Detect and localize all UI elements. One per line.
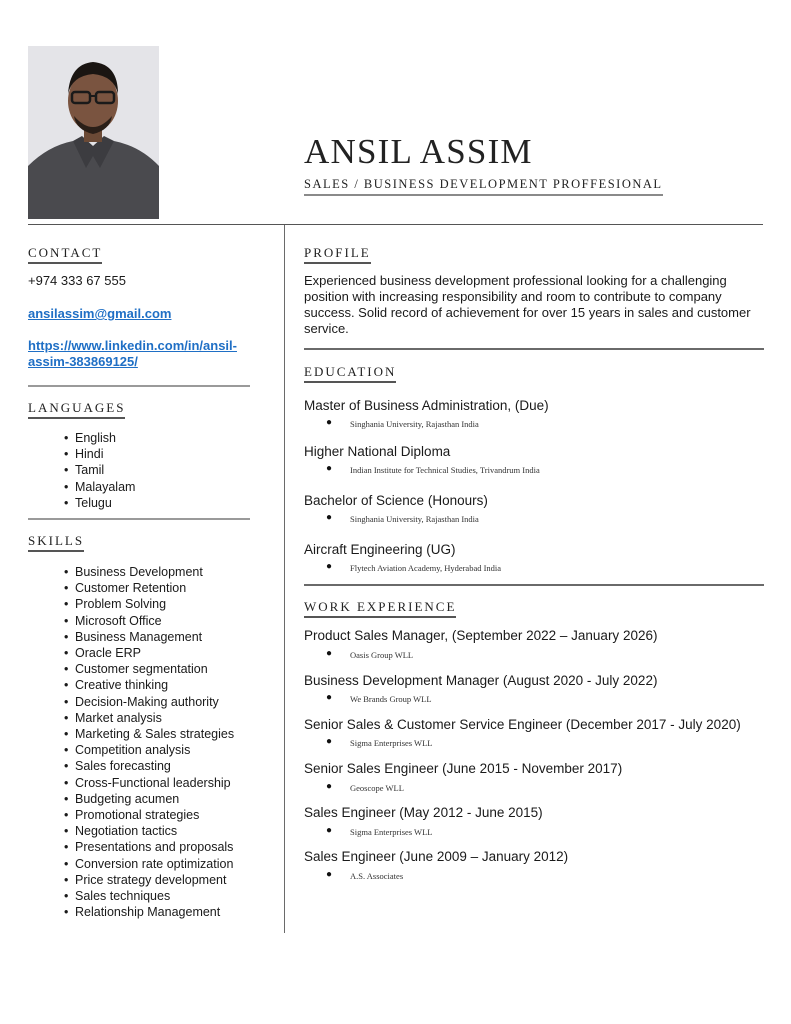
profile-line: success. Solid record of achievement for over 15 years in sales and customer xyxy=(304,305,751,320)
language-item: • Hindi xyxy=(64,446,135,462)
bullet-icon: ● xyxy=(326,417,333,428)
education-institution: Singhania University, Rajasthan India xyxy=(350,419,479,429)
bullet-icon: ● xyxy=(326,869,333,880)
skill-item: • Sales forecasting xyxy=(64,758,234,774)
education-divider xyxy=(304,584,764,586)
profile-line: Experienced business development professional looking for a challenging xyxy=(304,273,727,288)
profile-summary xyxy=(304,273,764,337)
skill-item: • Problem Solving xyxy=(64,596,234,612)
skill-item: • Business Development xyxy=(64,564,234,580)
work-role: Product Sales Manager, (September 2022 – January 2026) xyxy=(304,628,658,643)
work-company: Oasis Group WLL xyxy=(350,650,414,660)
bullet-icon: ● xyxy=(326,648,333,659)
skill-item: • Decision-Making authority xyxy=(64,694,234,710)
skill-item: • Customer Retention xyxy=(64,580,234,596)
bullet-icon: ● xyxy=(326,692,333,703)
work-company: We Brands Group WLL xyxy=(350,694,432,704)
bullet-icon: ● xyxy=(326,781,333,792)
skill-item: • Negotiation tactics xyxy=(64,823,234,839)
bullet-icon: ● xyxy=(326,463,333,474)
contact-heading: CONTACT xyxy=(28,245,102,264)
candidate-title: SALES / BUSINESS DEVELOPMENT PROFFESIONAL xyxy=(304,178,663,196)
language-item: • English xyxy=(64,430,135,446)
languages-divider xyxy=(28,518,250,520)
skills-heading: SKILLS xyxy=(28,533,84,552)
work-role: Sales Engineer (May 2012 - June 2015) xyxy=(304,805,543,820)
skill-item: • Sales techniques xyxy=(64,888,234,904)
education-degree: Aircraft Engineering (UG) xyxy=(304,542,456,557)
education-institution: Indian Institute for Technical Studies, Trivandrum India xyxy=(350,465,540,475)
profile-heading: PROFILE xyxy=(304,245,371,264)
bullet-icon: ● xyxy=(326,512,333,523)
education-degree: Master of Business Administration, (Due) xyxy=(304,398,549,413)
languages-list xyxy=(64,430,135,511)
work-company: Geoscope WLL xyxy=(350,783,404,793)
work-company: Sigma Enterprises WLL xyxy=(350,827,433,837)
work-role: Senior Sales Engineer (June 2015 - November 2017) xyxy=(304,761,623,776)
skills-list xyxy=(64,564,234,920)
education-institution: Flytech Aviation Academy, Hyderabad India xyxy=(350,563,502,573)
work-company: A.S. Associates xyxy=(350,871,404,881)
skill-item: • Price strategy development xyxy=(64,872,234,888)
skill-item: • Conversion rate optimization xyxy=(64,856,234,872)
skill-item: • Competition analysis xyxy=(64,742,234,758)
skill-item: • Customer segmentation xyxy=(64,661,234,677)
skill-item: • Marketing & Sales strategies xyxy=(64,726,234,742)
education-degree: Higher National Diploma xyxy=(304,444,451,459)
work-role: Senior Sales & Customer Service Engineer (December 2017 - July 2020) xyxy=(304,717,741,732)
profile-divider xyxy=(304,348,764,350)
skill-item: • Presentations and proposals xyxy=(64,839,234,855)
language-item: • Tamil xyxy=(64,462,135,478)
profile-photo xyxy=(28,46,159,219)
work-role: Business Development Manager (August 2020 - July 2022) xyxy=(304,673,658,688)
skill-item: • Creative thinking xyxy=(64,677,234,693)
bullet-icon: ● xyxy=(326,825,333,836)
contact-divider xyxy=(28,385,250,387)
bullet-icon: ● xyxy=(326,561,333,572)
person-portrait-icon xyxy=(28,46,159,219)
language-item: • Telugu xyxy=(64,495,135,511)
profile-line: position with increasing responsibility and room to contribute to company xyxy=(304,289,722,304)
language-item: • Malayalam xyxy=(64,479,135,495)
profile-line: service. xyxy=(304,321,349,336)
skill-item: • Budgeting acumen xyxy=(64,791,234,807)
skill-item: • Cross-Functional leadership xyxy=(64,775,234,791)
education-heading: EDUCATION xyxy=(304,364,396,383)
work-heading: WORK EXPERIENCE xyxy=(304,599,456,618)
education-degree: Bachelor of Science (Honours) xyxy=(304,493,488,508)
contact-linkedin-link-cont[interactable]: assim-383869125/ xyxy=(28,354,138,369)
skill-item: • Microsoft Office xyxy=(64,613,234,629)
skill-item: • Oracle ERP xyxy=(64,645,234,661)
skill-item: • Promotional strategies xyxy=(64,807,234,823)
skill-item: • Relationship Management xyxy=(64,904,234,920)
work-company: Sigma Enterprises WLL xyxy=(350,738,433,748)
languages-heading: LANGUAGES xyxy=(28,400,125,419)
bullet-icon: ● xyxy=(326,736,333,747)
skill-item: • Market analysis xyxy=(64,710,234,726)
column-divider xyxy=(284,225,285,933)
candidate-name: ANSIL ASSIM xyxy=(304,132,533,171)
header-divider xyxy=(28,224,763,225)
contact-phone: +974 333 67 555 xyxy=(28,273,126,288)
skill-item: • Business Management xyxy=(64,629,234,645)
contact-email-link[interactable]: ansilassim@gmail.com xyxy=(28,306,172,321)
education-institution: Singhania University, Rajasthan India xyxy=(350,514,479,524)
contact-linkedin-link[interactable]: https://www.linkedin.com/in/ansil- xyxy=(28,338,237,353)
work-role: Sales Engineer (June 2009 – January 2012) xyxy=(304,849,569,864)
